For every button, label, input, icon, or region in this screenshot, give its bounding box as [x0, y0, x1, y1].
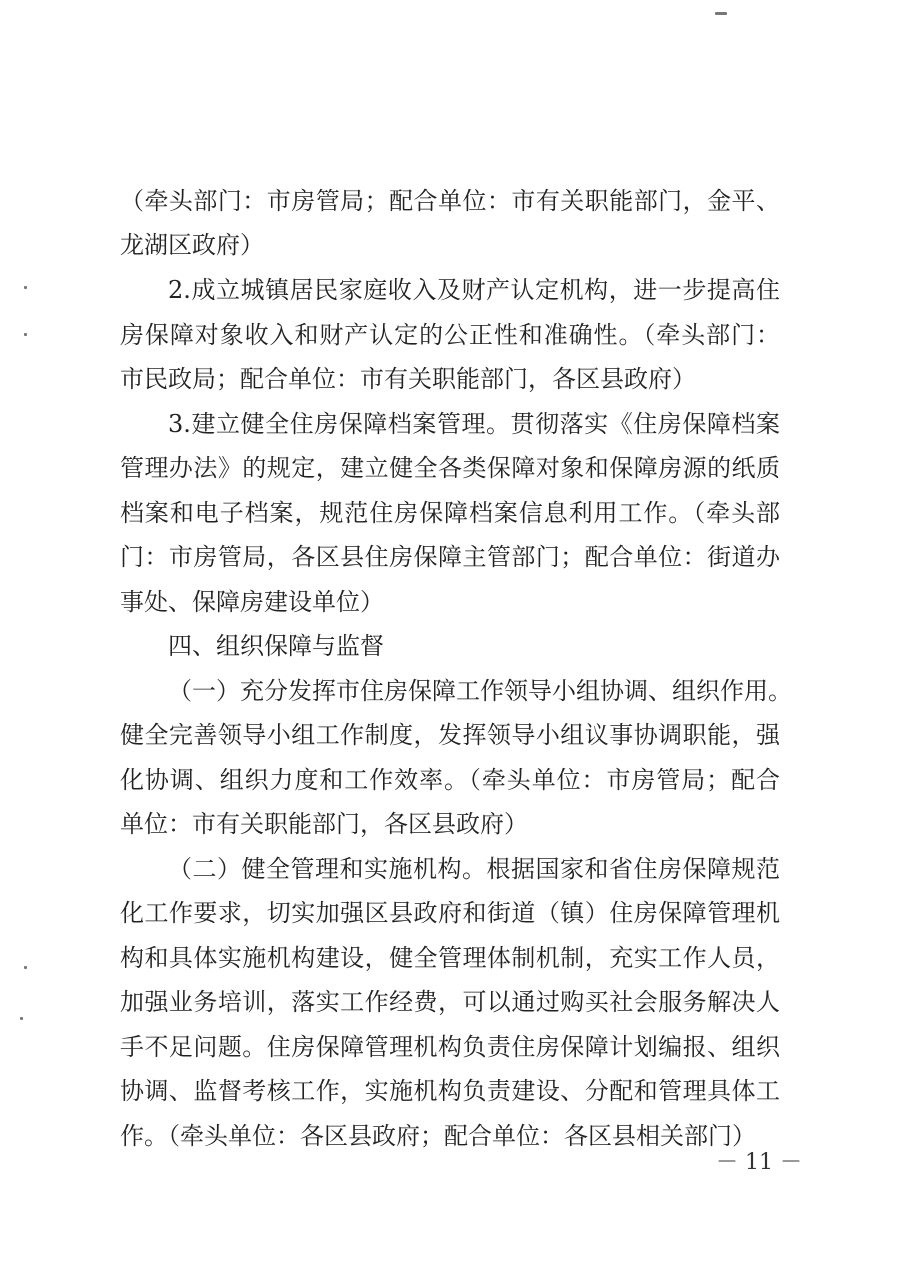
paragraph-line: 手不足问题。住房保障管理机构负责住房保障计划编报、组织	[120, 1033, 780, 1061]
scan-speck	[20, 1017, 23, 1020]
paragraph-line: 化工作要求，切实加强区县政府和街道（镇）住房保障管理机	[120, 899, 780, 927]
paragraph-line: 单位：市有关职能部门，各区县政府）	[120, 810, 528, 838]
paragraph-line: 作。（牵头单位：各区县政府；配合单位：各区县相关部门）	[120, 1122, 756, 1150]
page-number: － 11 －	[716, 1150, 802, 1175]
paragraph-line: 化协调、组织力度和工作效率。（牵头单位：市房管局；配合	[120, 766, 780, 794]
scan-speck	[24, 286, 27, 289]
paragraph-line: 档案和电子档案，规范住房保障档案信息利用工作。（牵头部	[120, 499, 780, 527]
paragraph-line: 健全完善领导小组工作制度，发挥领导小组议事协调职能，强	[120, 721, 780, 749]
paragraph-line: 协调、监督考核工作，实施机构负责建设、分配和管理具体工	[120, 1077, 780, 1105]
section-heading: 四、组织保障与监督	[168, 632, 384, 660]
paragraph-line: 管理办法》的规定，建立健全各类保障对象和保障房源的纸质	[120, 454, 780, 482]
scan-speck	[24, 333, 27, 336]
paragraph-line: 门：市房管局，各区县住房保障主管部门；配合单位：街道办	[120, 543, 780, 571]
paragraph-line: 龙湖区政府）	[120, 231, 264, 259]
paragraph-line: （牵头部门：市房管局；配合单位：市有关职能部门，金平、	[120, 187, 780, 215]
paragraph-line: 市民政局；配合单位：市有关职能部门，各区县政府）	[120, 365, 696, 393]
paragraph-line: （二）健全管理和实施机构。根据国家和省住房保障规范	[168, 855, 780, 883]
scan-speck	[24, 966, 27, 969]
paragraph-line: 加强业务培训，落实工作经费，可以通过购买社会服务解决人	[120, 988, 780, 1016]
paragraph-line: 2.成立城镇居民家庭收入及财产认定机构，进一步提高住	[168, 276, 780, 304]
paragraph-line: 事处、保障房建设单位）	[120, 588, 384, 616]
paragraph-line: （一）充分发挥市住房保障工作领导小组协调、组织作用。	[168, 677, 792, 705]
paragraph-line: 构和具体实施机构建设，健全管理体制机制，充实工作人员，	[120, 944, 780, 972]
paragraph-line: 3.建立健全住房保障档案管理。贯彻落实《住房保障档案	[168, 410, 780, 438]
paragraph-line: 房保障对象收入和财产认定的公正性和准确性。（牵头部门：	[120, 321, 780, 349]
scan-speck	[715, 12, 727, 15]
